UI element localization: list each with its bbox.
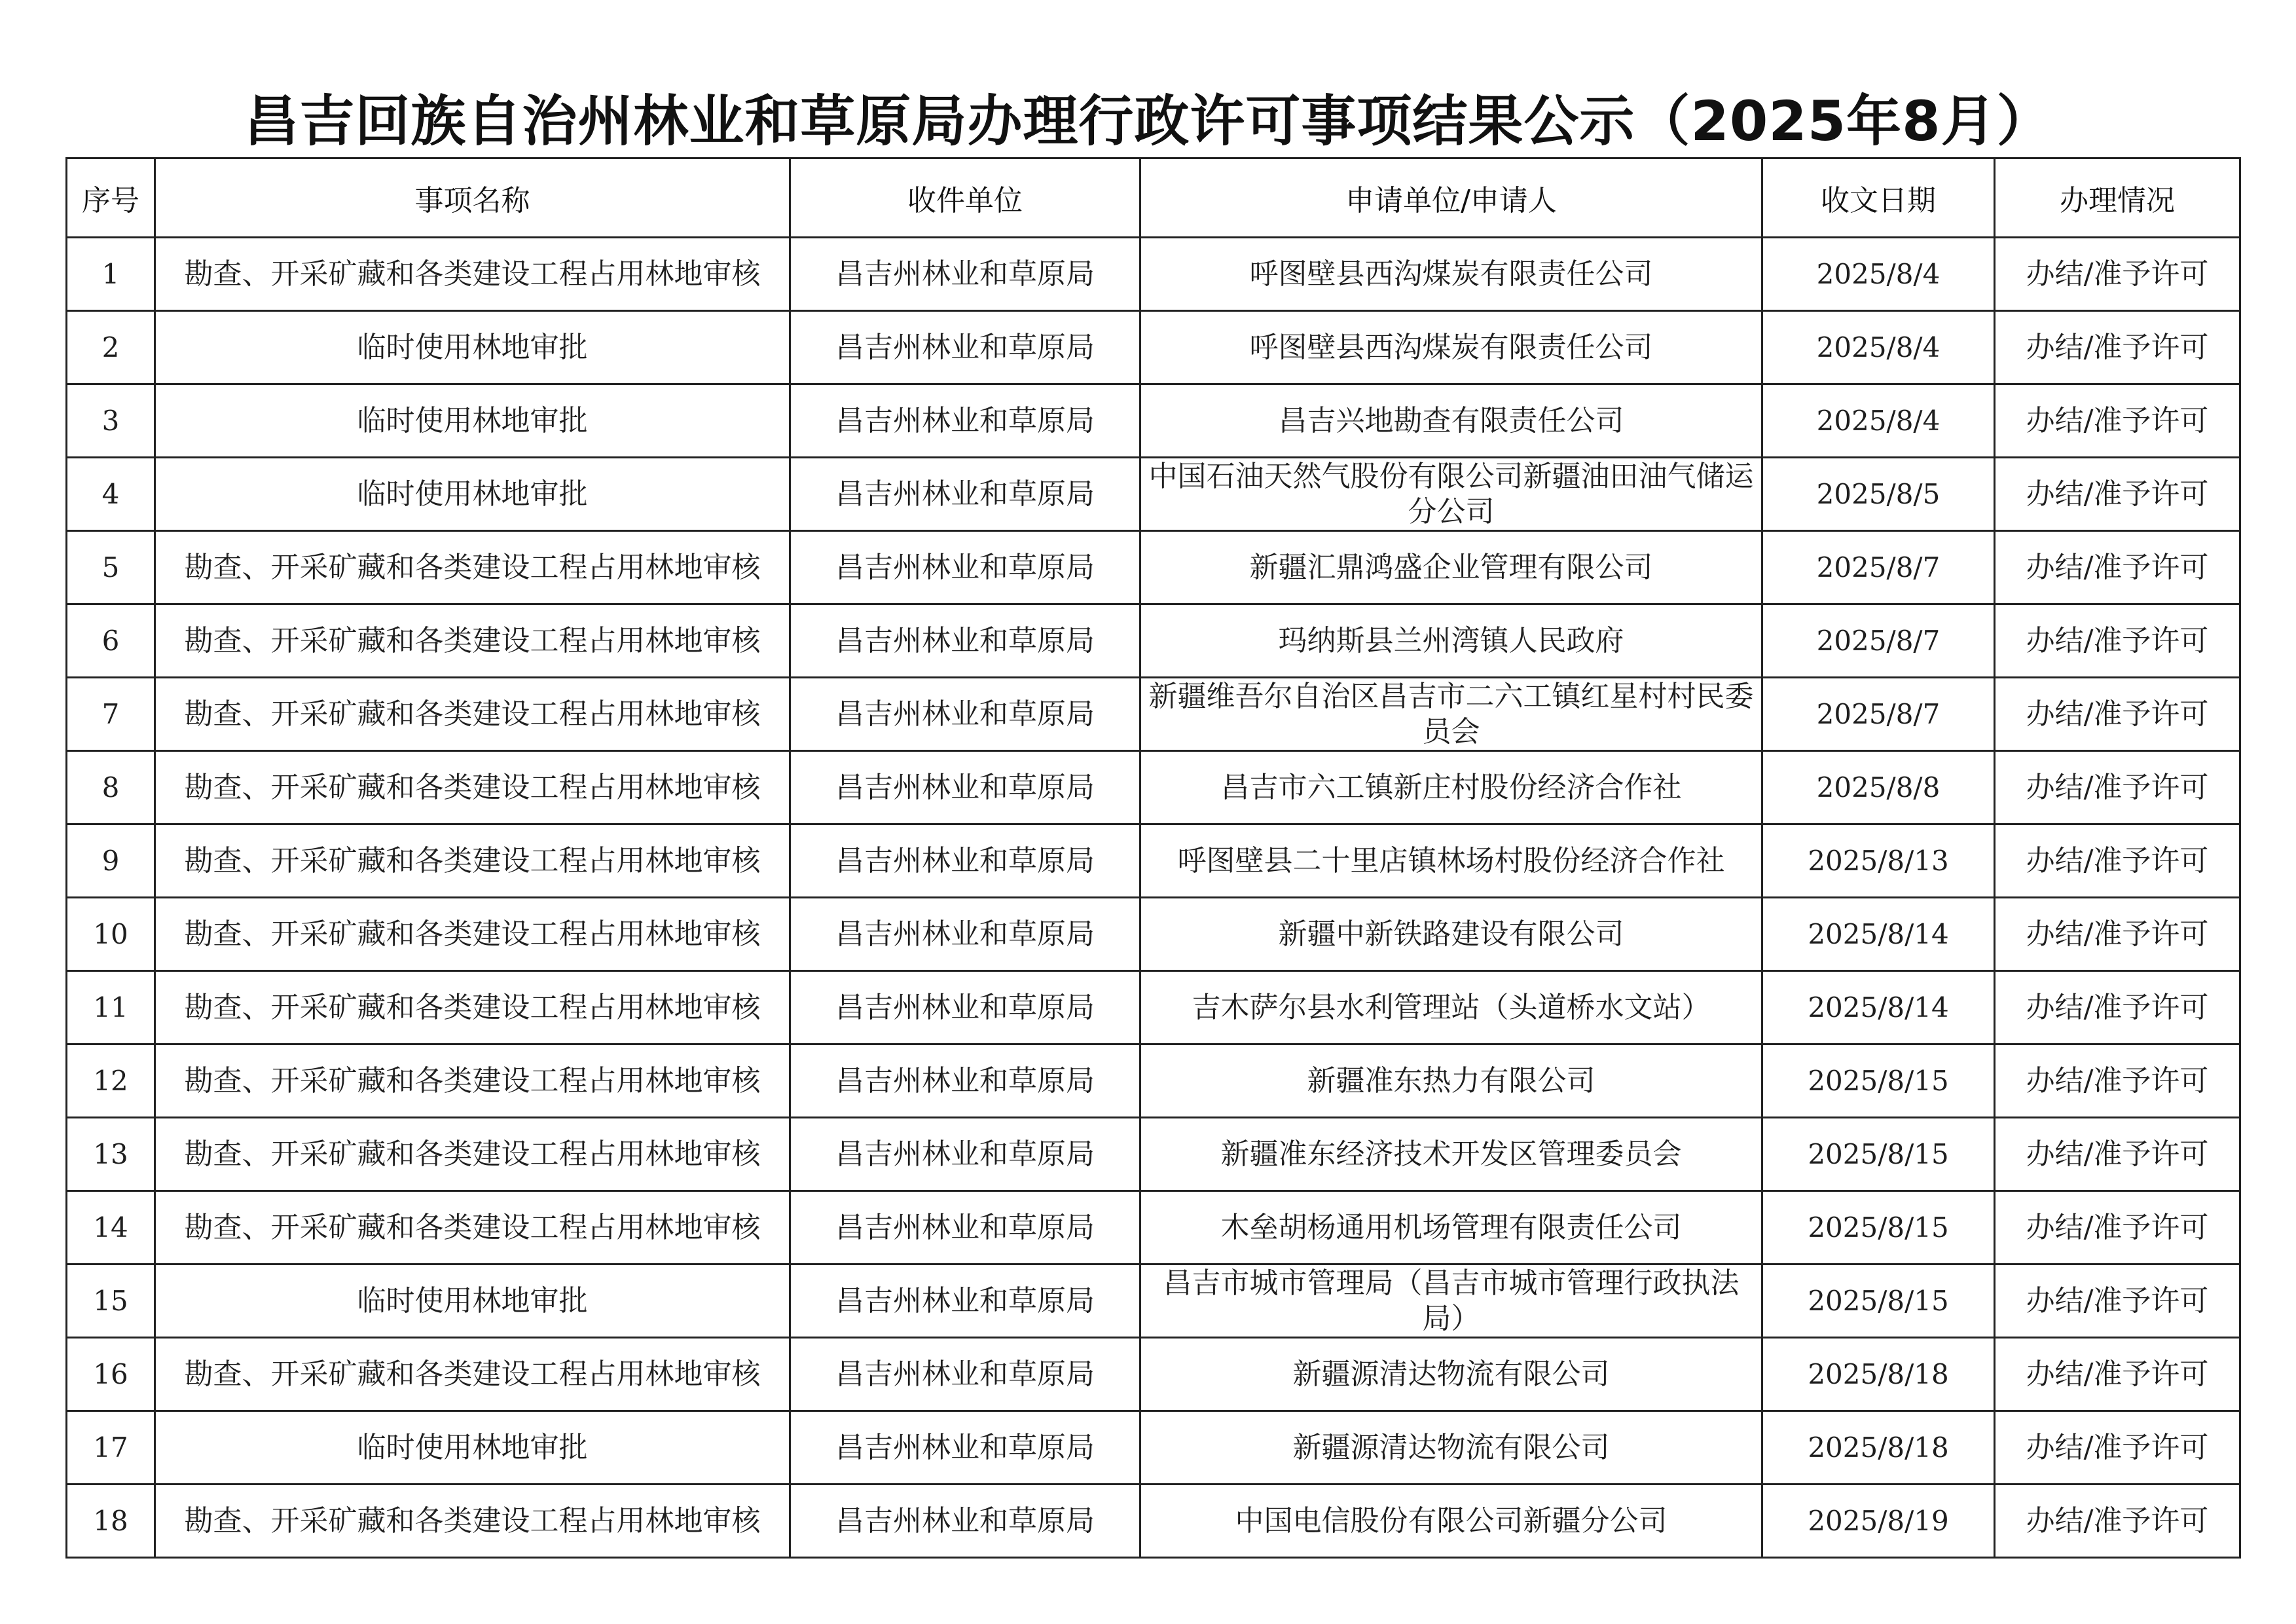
receiving-unit-cell: 昌吉州林业和草原局 xyxy=(790,238,1140,311)
table-row xyxy=(67,1191,2240,1264)
item-name-cell: 勘查、开采矿藏和各类建设工程占用林地审核 xyxy=(155,751,790,824)
receipt-date-cell: 2025/8/15 xyxy=(1762,1191,1995,1264)
table-row xyxy=(67,898,2240,971)
status-cell: 办结/准予许可 xyxy=(1995,1264,2240,1338)
seq-cell: 6 xyxy=(67,604,155,678)
applicant-cell: 新疆源清达物流有限公司 xyxy=(1140,1411,1762,1485)
receiving-unit-cell: 昌吉州林业和草原局 xyxy=(790,751,1140,824)
item-name-cell: 勘查、开采矿藏和各类建设工程占用林地审核 xyxy=(155,1338,790,1411)
status-cell: 办结/准予许可 xyxy=(1995,1118,2240,1191)
applicant-cell: 玛纳斯县兰州湾镇人民政府 xyxy=(1140,604,1762,678)
receipt-date-cell: 2025/8/7 xyxy=(1762,678,1995,751)
item-name-cell: 勘查、开采矿藏和各类建设工程占用林地审核 xyxy=(155,678,790,751)
table-row xyxy=(67,1044,2240,1118)
table-header-row xyxy=(67,158,2240,238)
document-title: 昌吉回族自治州林业和草原局办理行政许可事项结果公示（2025年8月） xyxy=(244,89,2052,153)
seq-cell: 10 xyxy=(67,898,155,971)
item-name-cell: 临时使用林地审批 xyxy=(155,1411,790,1485)
status-cell: 办结/准予许可 xyxy=(1995,898,2240,971)
status-cell: 办结/准予许可 xyxy=(1995,1485,2240,1558)
applicant-cell: 木垒胡杨通用机场管理有限责任公司 xyxy=(1140,1191,1762,1264)
receipt-date-cell: 2025/8/4 xyxy=(1762,311,1995,384)
seq-cell: 9 xyxy=(67,824,155,898)
status-cell: 办结/准予许可 xyxy=(1995,824,2240,898)
receipt-date-cell: 2025/8/15 xyxy=(1762,1264,1995,1338)
seq-cell: 13 xyxy=(67,1118,155,1191)
table-row xyxy=(67,531,2240,604)
applicant-cell: 新疆源清达物流有限公司 xyxy=(1140,1338,1762,1411)
status-cell: 办结/准予许可 xyxy=(1995,311,2240,384)
status-cell: 办结/准予许可 xyxy=(1995,751,2240,824)
applicant-cell: 新疆维吾尔自治区昌吉市二六工镇红星村村民委员会 xyxy=(1140,678,1762,751)
applicant-cell: 吉木萨尔县水利管理站（头道桥水文站） xyxy=(1140,971,1762,1044)
seq-cell: 1 xyxy=(67,238,155,311)
table-row xyxy=(67,238,2240,311)
receiving-unit-cell: 昌吉州林业和草原局 xyxy=(790,1044,1140,1118)
applicant-cell: 中国电信股份有限公司新疆分公司 xyxy=(1140,1485,1762,1558)
table-row xyxy=(67,311,2240,384)
item-name-cell: 勘查、开采矿藏和各类建设工程占用林地审核 xyxy=(155,1485,790,1558)
applicant-cell: 新疆中新铁路建设有限公司 xyxy=(1140,898,1762,971)
receiving-unit-cell: 昌吉州林业和草原局 xyxy=(790,1338,1140,1411)
header-seq: 序号 xyxy=(67,158,155,238)
applicant-cell: 新疆准东经济技术开发区管理委员会 xyxy=(1140,1118,1762,1191)
seq-cell: 14 xyxy=(67,1191,155,1264)
receiving-unit-cell: 昌吉州林业和草原局 xyxy=(790,678,1140,751)
status-cell: 办结/准予许可 xyxy=(1995,1338,2240,1411)
applicant-cell: 呼图壁县西沟煤炭有限责任公司 xyxy=(1140,238,1762,311)
item-name-cell: 勘查、开采矿藏和各类建设工程占用林地审核 xyxy=(155,604,790,678)
header-item-name: 事项名称 xyxy=(155,158,790,238)
seq-cell: 15 xyxy=(67,1264,155,1338)
results-table xyxy=(65,157,2241,1559)
seq-cell: 8 xyxy=(67,751,155,824)
receiving-unit-cell: 昌吉州林业和草原局 xyxy=(790,824,1140,898)
receiving-unit-cell: 昌吉州林业和草原局 xyxy=(790,1191,1140,1264)
status-cell: 办结/准予许可 xyxy=(1995,531,2240,604)
status-cell: 办结/准予许可 xyxy=(1995,384,2240,458)
seq-cell: 4 xyxy=(67,458,155,531)
item-name-cell: 勘查、开采矿藏和各类建设工程占用林地审核 xyxy=(155,1191,790,1264)
applicant-cell: 新疆准东热力有限公司 xyxy=(1140,1044,1762,1118)
table-body xyxy=(67,238,2240,1558)
table-row xyxy=(67,1411,2240,1485)
receiving-unit-cell: 昌吉州林业和草原局 xyxy=(790,971,1140,1044)
receipt-date-cell: 2025/8/15 xyxy=(1762,1044,1995,1118)
receiving-unit-cell: 昌吉州林业和草原局 xyxy=(790,604,1140,678)
receipt-date-cell: 2025/8/7 xyxy=(1762,531,1995,604)
receiving-unit-cell: 昌吉州林业和草原局 xyxy=(790,458,1140,531)
table-row xyxy=(67,604,2240,678)
header-status: 办理情况 xyxy=(1995,158,2240,238)
status-cell: 办结/准予许可 xyxy=(1995,1044,2240,1118)
table-row xyxy=(67,971,2240,1044)
status-cell: 办结/准予许可 xyxy=(1995,1191,2240,1264)
item-name-cell: 勘查、开采矿藏和各类建设工程占用林地审核 xyxy=(155,824,790,898)
receiving-unit-cell: 昌吉州林业和草原局 xyxy=(790,384,1140,458)
receiving-unit-cell: 昌吉州林业和草原局 xyxy=(790,1118,1140,1191)
receipt-date-cell: 2025/8/4 xyxy=(1762,384,1995,458)
receiving-unit-cell: 昌吉州林业和草原局 xyxy=(790,1485,1140,1558)
receiving-unit-cell: 昌吉州林业和草原局 xyxy=(790,1264,1140,1338)
table-row xyxy=(67,1118,2240,1191)
status-cell: 办结/准予许可 xyxy=(1995,971,2240,1044)
table-row xyxy=(67,678,2240,751)
table-row xyxy=(67,1338,2240,1411)
table-row xyxy=(67,751,2240,824)
receipt-date-cell: 2025/8/8 xyxy=(1762,751,1995,824)
seq-cell: 17 xyxy=(67,1411,155,1485)
item-name-cell: 勘查、开采矿藏和各类建设工程占用林地审核 xyxy=(155,1118,790,1191)
header-applicant: 申请单位/申请人 xyxy=(1140,158,1762,238)
receipt-date-cell: 2025/8/18 xyxy=(1762,1338,1995,1411)
seq-cell: 3 xyxy=(67,384,155,458)
item-name-cell: 勘查、开采矿藏和各类建设工程占用林地审核 xyxy=(155,238,790,311)
seq-cell: 18 xyxy=(67,1485,155,1558)
applicant-cell: 昌吉市六工镇新庄村股份经济合作社 xyxy=(1140,751,1762,824)
applicant-cell: 昌吉兴地勘查有限责任公司 xyxy=(1140,384,1762,458)
receiving-unit-cell: 昌吉州林业和草原局 xyxy=(790,311,1140,384)
receipt-date-cell: 2025/8/7 xyxy=(1762,604,1995,678)
seq-cell: 12 xyxy=(67,1044,155,1118)
receipt-date-cell: 2025/8/4 xyxy=(1762,238,1995,311)
table-row xyxy=(67,1264,2240,1338)
receipt-date-cell: 2025/8/19 xyxy=(1762,1485,1995,1558)
item-name-cell: 勘查、开采矿藏和各类建设工程占用林地审核 xyxy=(155,971,790,1044)
item-name-cell: 临时使用林地审批 xyxy=(155,458,790,531)
item-name-cell: 临时使用林地审批 xyxy=(155,1264,790,1338)
status-cell: 办结/准予许可 xyxy=(1995,458,2240,531)
seq-cell: 7 xyxy=(67,678,155,751)
item-name-cell: 勘查、开采矿藏和各类建设工程占用林地审核 xyxy=(155,531,790,604)
applicant-cell: 中国石油天然气股份有限公司新疆油田油气储运分公司 xyxy=(1140,458,1762,531)
receiving-unit-cell: 昌吉州林业和草原局 xyxy=(790,1411,1140,1485)
applicant-cell: 昌吉市城市管理局（昌吉市城市管理行政执法局） xyxy=(1140,1264,1762,1338)
receipt-date-cell: 2025/8/18 xyxy=(1762,1411,1995,1485)
status-cell: 办结/准予许可 xyxy=(1995,604,2240,678)
item-name-cell: 临时使用林地审批 xyxy=(155,311,790,384)
item-name-cell: 勘查、开采矿藏和各类建设工程占用林地审核 xyxy=(155,898,790,971)
status-cell: 办结/准予许可 xyxy=(1995,1411,2240,1485)
receipt-date-cell: 2025/8/15 xyxy=(1762,1118,1995,1191)
item-name-cell: 勘查、开采矿藏和各类建设工程占用林地审核 xyxy=(155,1044,790,1118)
header-receiving-unit: 收件单位 xyxy=(790,158,1140,238)
item-name-cell: 临时使用林地审批 xyxy=(155,384,790,458)
status-cell: 办结/准予许可 xyxy=(1995,238,2240,311)
seq-cell: 2 xyxy=(67,311,155,384)
table-row xyxy=(67,824,2240,898)
receipt-date-cell: 2025/8/14 xyxy=(1762,971,1995,1044)
receiving-unit-cell: 昌吉州林业和草原局 xyxy=(790,898,1140,971)
table-row xyxy=(67,1485,2240,1558)
status-cell: 办结/准予许可 xyxy=(1995,678,2240,751)
receipt-date-cell: 2025/8/5 xyxy=(1762,458,1995,531)
receiving-unit-cell: 昌吉州林业和草原局 xyxy=(790,531,1140,604)
receipt-date-cell: 2025/8/14 xyxy=(1762,898,1995,971)
receipt-date-cell: 2025/8/13 xyxy=(1762,824,1995,898)
applicant-cell: 新疆汇鼎鸿盛企业管理有限公司 xyxy=(1140,531,1762,604)
table-row xyxy=(67,384,2240,458)
results-table-container xyxy=(65,157,2239,1559)
seq-cell: 16 xyxy=(67,1338,155,1411)
applicant-cell: 呼图壁县西沟煤炭有限责任公司 xyxy=(1140,311,1762,384)
seq-cell: 11 xyxy=(67,971,155,1044)
header-receipt-date: 收文日期 xyxy=(1762,158,1995,238)
table-row xyxy=(67,458,2240,531)
applicant-cell: 呼图壁县二十里店镇林场村股份经济合作社 xyxy=(1140,824,1762,898)
seq-cell: 5 xyxy=(67,531,155,604)
